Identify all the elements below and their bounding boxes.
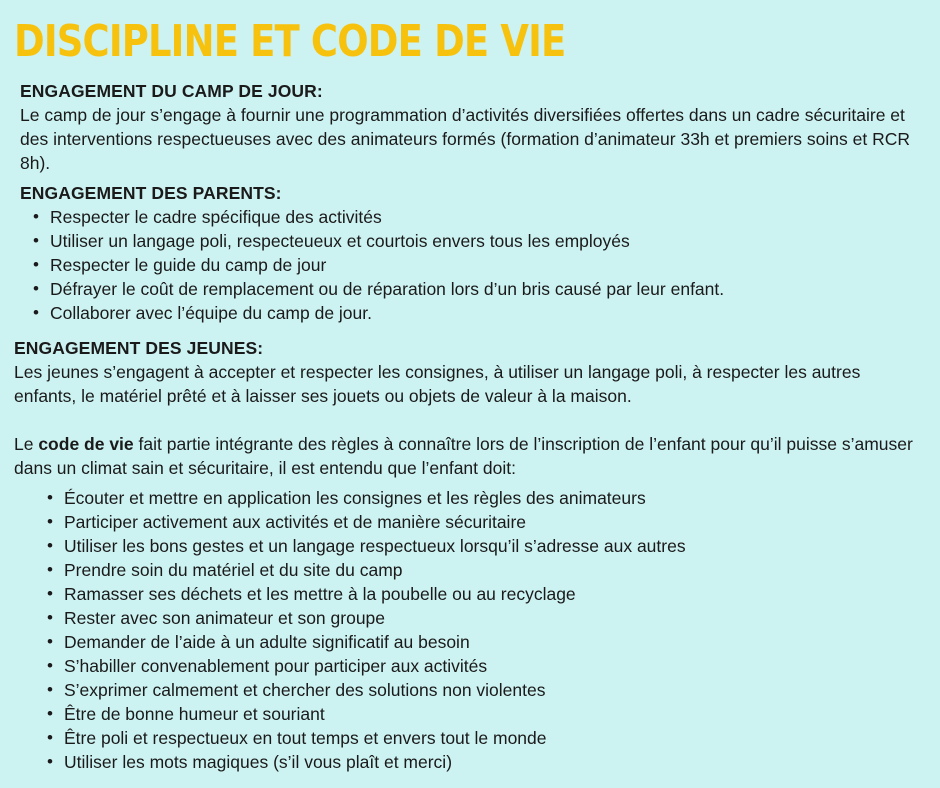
list-item: • Utiliser les bons gestes et un langage respectueux lorsqu’il s’adresse aux autres bbox=[64, 534, 926, 558]
code-de-vie-section bbox=[14, 486, 926, 774]
list-item: • Rester avec son animateur et son groupe bbox=[64, 606, 926, 630]
camp-engagement-text: Le camp de jour s’engage à fournir une programmation d’activités diversifiées offertes dans un cadre sécuritaire et des interventions respectueuses avec des animateurs formés (formation d’animateur 33h et premiers soins et RCR 8h). bbox=[20, 105, 910, 173]
youth-engagement-section bbox=[14, 336, 924, 408]
list-item: • Respecter le cadre spécifique des activités bbox=[50, 205, 925, 229]
list-item: • Respecter le guide du camp de jour bbox=[50, 253, 925, 277]
list-item: • S’exprimer calmement et chercher des solutions non violentes bbox=[64, 678, 926, 702]
list-item: • Être poli et respectueux en tout temps et envers tout le monde bbox=[64, 726, 926, 750]
list-item: • Participer activement aux activités et de manière sécuritaire bbox=[64, 510, 926, 534]
parents-engagement-list bbox=[50, 205, 925, 325]
camp-engagement-heading: ENGAGEMENT DU CAMP DE JOUR: bbox=[20, 81, 323, 101]
parents-engagement-heading: ENGAGEMENT DES PARENTS: bbox=[20, 183, 282, 203]
code-de-vie-emphasis: code de vie bbox=[38, 434, 134, 454]
list-item: • Défrayer le coût de remplacement ou de réparation lors d’un bris causé par leur enfant. bbox=[50, 277, 925, 301]
list-item: • Écouter et mettre en application les consignes et les règles des animateurs bbox=[64, 486, 926, 510]
list-item: • Être de bonne humeur et souriant bbox=[64, 702, 926, 726]
code-de-vie-paragraph bbox=[14, 432, 926, 480]
list-item: • Utiliser un langage poli, respecteueux et courtois envers tous les employés bbox=[50, 229, 925, 253]
code-de-vie-list bbox=[64, 486, 926, 774]
list-item: • Prendre soin du matériel et du site du camp bbox=[64, 558, 926, 582]
parents-engagement-section bbox=[20, 181, 925, 325]
camp-engagement-section bbox=[20, 79, 925, 175]
list-item: • Utiliser les mots magiques (s’il vous plaît et merci) bbox=[64, 750, 926, 774]
code-intro-after: fait partie intégrante des règles à connaître lors de l’inscription de l’enfant pour qu’il puisse s’amuser dans un climat sain et sécuritaire, il est entendu que l’enfant doit: bbox=[14, 434, 913, 478]
code-intro-before: Le bbox=[14, 434, 39, 454]
youth-engagement-text: Les jeunes s’engagent à accepter et respecter les consignes, à utiliser un langage poli, à respecter les autres enfants, le matériel prêté et à laisser ses jouets ou objets de valeur à la maison. bbox=[14, 362, 861, 406]
list-item: • S’habiller convenablement pour participer aux activités bbox=[64, 654, 926, 678]
code-de-vie-intro bbox=[14, 432, 926, 480]
list-item: • Ramasser ses déchets et les mettre à la poubelle ou au recyclage bbox=[64, 582, 926, 606]
page-title: DISCIPLINE ET CODE DE VIE bbox=[14, 16, 566, 67]
list-item: • Collaborer avec l’équipe du camp de jour. bbox=[50, 301, 925, 325]
list-item: • Demander de l’aide à un adulte significatif au besoin bbox=[64, 630, 926, 654]
youth-engagement-heading: ENGAGEMENT DES JEUNES: bbox=[14, 338, 264, 358]
